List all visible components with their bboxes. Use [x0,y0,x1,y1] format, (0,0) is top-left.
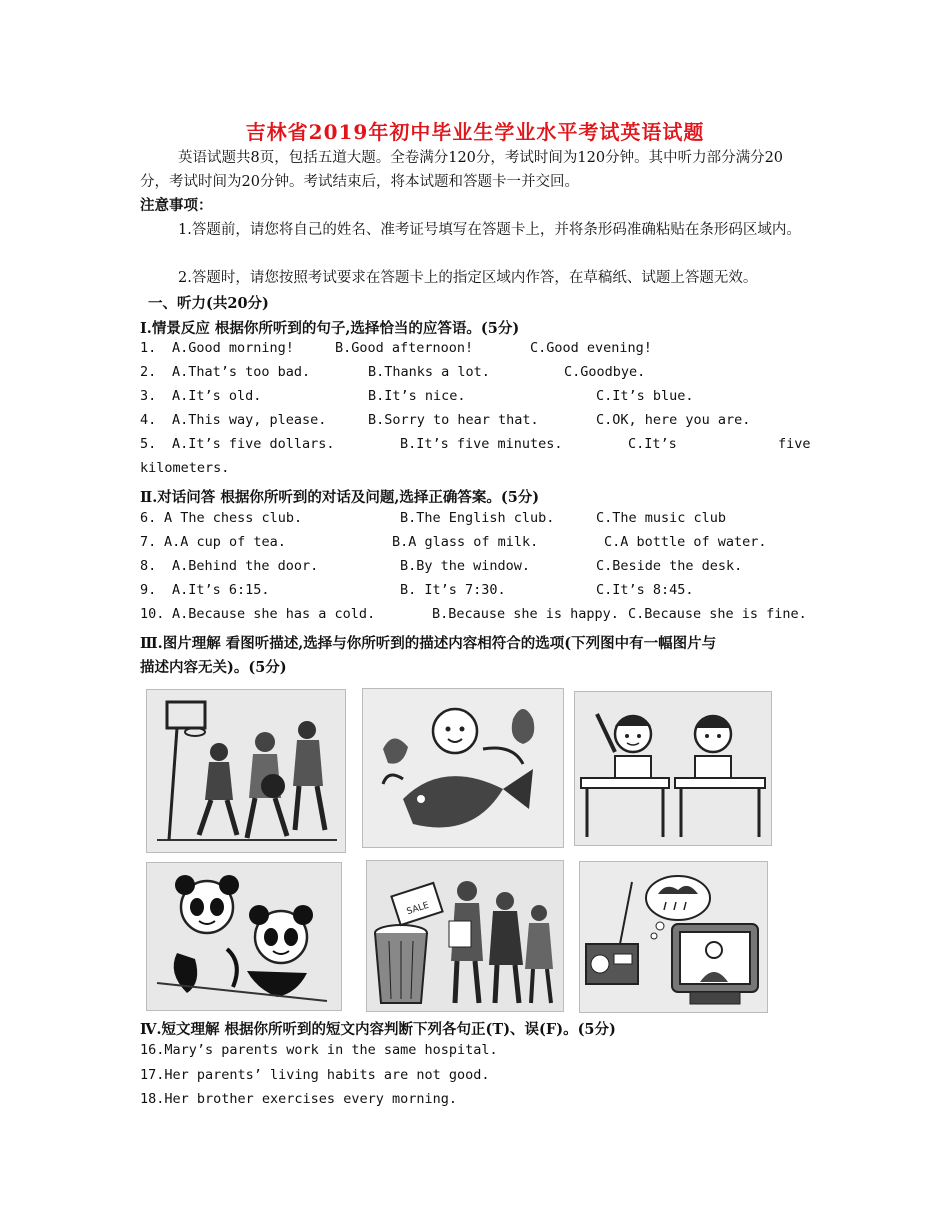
section3-heading-line2: 描述内容无关)。(5分) [140,659,287,676]
option-a: A.A cup of tea. [164,534,286,550]
exam-title: 吉林省2019年初中毕业生学业水平考试英语试题 [245,120,705,144]
question-row-continued [140,460,815,484]
question-number: 6. [140,510,157,526]
section2-heading: Ⅱ.对话问答 根据你所听到的对话及问题,选择正确答案。(5分) [140,489,540,506]
statement-text: 17.Her parents’ living habits are not good. [140,1067,490,1083]
option-a: A.It’s 6:15. [172,582,270,598]
picture-students-desks [574,691,772,846]
question-row [140,388,815,412]
section4-heading: Ⅳ.短文理解 根据你所听到的短文内容判断下列各句正(T)、误(F)。(5分) [140,1021,616,1038]
question-row [140,364,815,388]
question-number: 4. [140,412,157,428]
question-row [140,558,815,582]
section1-heading: Ⅰ.情景反应 根据你所听到的句子,选择恰当的应答语。(5分) [140,320,520,337]
question-row [140,340,815,364]
question-row [140,606,815,630]
picture-pandas [146,862,342,1011]
option-b: B.A glass of milk. [392,534,539,550]
option-b: B.It’s nice. [368,388,466,404]
question-number: 1. [140,340,157,356]
option-c-continued: five [778,436,811,452]
option-c: C.Goodbye. [564,364,646,380]
statement-18 [140,1091,815,1115]
option-a: A.Good morning! [172,340,294,356]
option-c: C.Because she is fine. [628,606,807,622]
option-c: C.It’s blue. [596,388,694,404]
option-c: C.Good evening! [530,340,652,356]
option-c-wrap: kilometers. [140,460,230,476]
question-number: 10. [140,606,165,622]
picture-weather-tv [579,861,768,1013]
question-row [140,412,815,436]
option-b: B.Because she is happy. [432,606,619,622]
notice-item-1: 1.答题前，请您将自己的姓名、准考证号填写在答题卡上，并将条形码准确粘贴在条形码区域内。 [178,222,801,238]
picture-basketball [146,689,346,853]
option-c: C.It’s 8:45. [596,582,694,598]
section3-heading-line1: Ⅲ.图片理解 看图听描述,选择与你所听到的描述内容相符合的选项(下列图中有一幅图片与 [140,635,717,652]
question-number: 2. [140,364,157,380]
question-row [140,582,815,606]
picture-child-fish [362,688,564,848]
question-number: 8. [140,558,157,574]
option-a: A.Behind the door. [172,558,319,574]
option-b: B.By the window. [400,558,531,574]
intro-paragraph: 英语试题共8页，包括五道大题。全卷满分120分，考试时间为120分钟。其中听力部分满分20分，考试时间为20分钟。考试结束后，将本试题和答题卡一并交回。 [140,150,784,190]
question-number: 7. [140,534,157,550]
part1-heading: 一、听力(共20分) [148,295,269,312]
option-a: A The chess club. [164,510,303,526]
question-number: 9. [140,582,157,598]
option-a: A.It’s old. [172,388,262,404]
statement-text: 18.Her brother exercises every morning. [140,1091,457,1107]
option-b: B.The English club. [400,510,555,526]
notice-item-2: 2.答题时，请您按照考试要求在答题卡上的指定区域内作答，在草稿纸、试题上答题无效。 [178,270,758,286]
option-c: C.A bottle of water. [604,534,767,550]
option-a: A.Because she has a cold. [172,606,376,622]
statement-text: 16.Mary’s parents work in the same hospital. [140,1042,498,1058]
option-b: B.Sorry to hear that. [368,412,539,428]
option-a: A.That’s too bad. [172,364,311,380]
option-b: B.Thanks a lot. [368,364,490,380]
option-b: B.Good afternoon! [335,340,474,356]
option-a: A.It’s five dollars. [172,436,335,452]
option-b: B. It’s 7:30. [400,582,506,598]
statement-16 [140,1042,815,1066]
option-c: C.The music club [596,510,727,526]
option-c: C.Beside the desk. [596,558,743,574]
question-row [140,534,815,558]
picture-recycling [366,860,564,1012]
option-b: B.It’s five minutes. [400,436,563,452]
sale-sign-text: SALE [405,900,431,918]
option-c: C.It’s [628,436,677,452]
option-c: C.OK, here you are. [596,412,751,428]
question-number: 3. [140,388,157,404]
question-row [140,510,815,534]
question-row [140,436,815,460]
question-number: 5. [140,436,157,452]
statement-17 [140,1067,815,1091]
notice-heading: 注意事项： [140,197,213,214]
option-a: A.This way, please. [172,412,327,428]
